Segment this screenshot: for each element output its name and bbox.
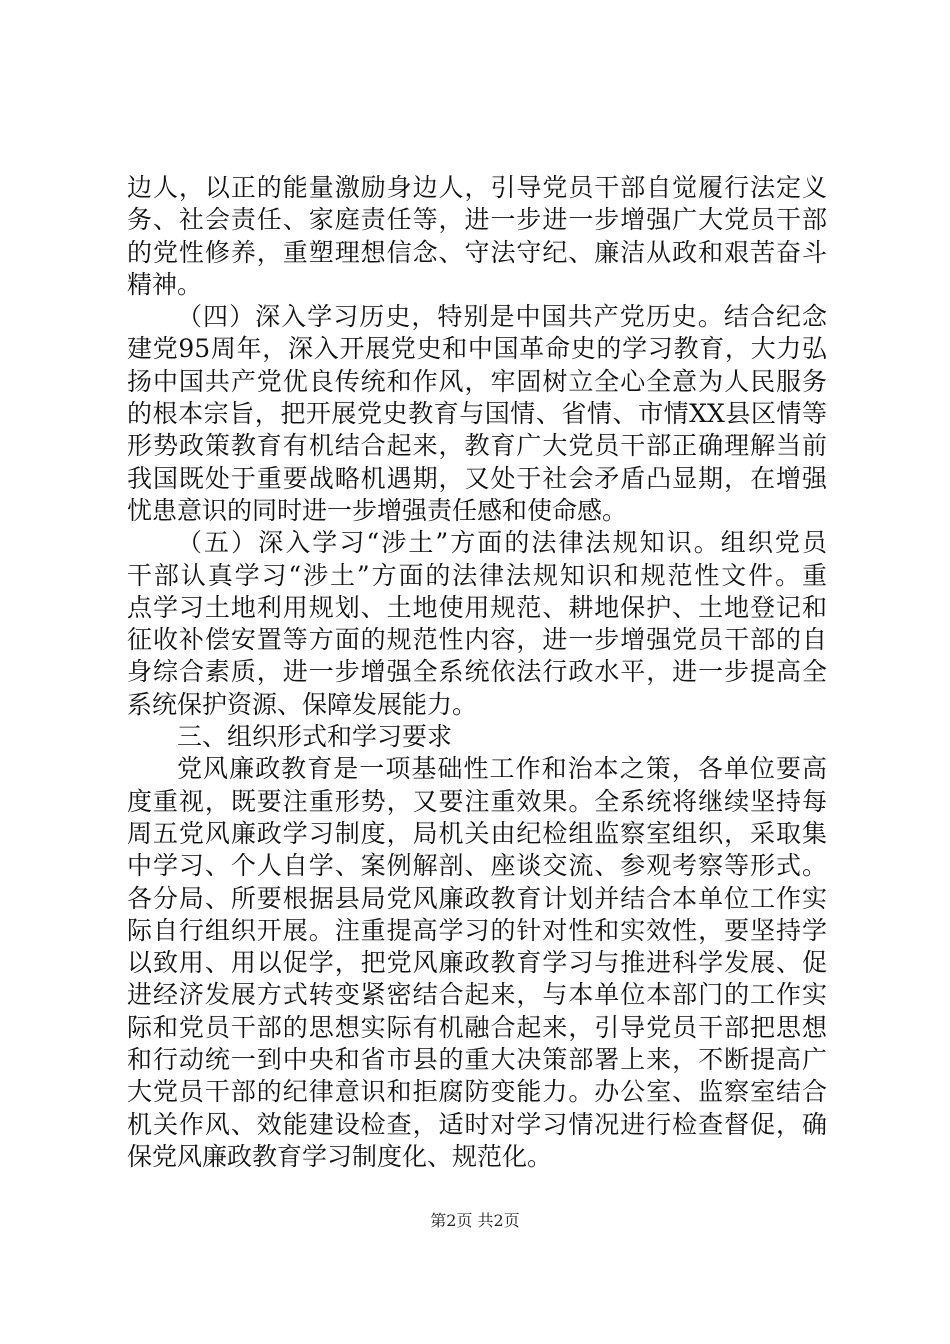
text-line: 党风廉政教育是一项基础性工作和治本之策，各单位要高 [177,754,827,784]
text-line: 三、组织形式和学习要求 [177,722,453,752]
text-line: （五）深入学习“涉土”方面的法律法规知识。组织党员 [177,528,827,558]
text-line: 和行动统一到中央和省市县的重大决策部署上来，不断提高广 [127,1045,827,1075]
text-line: 边人，以正的能量激励身边人，引导党员干部自觉履行法定义 [127,173,827,202]
text-line: 际和党员干部的思想实际有机融合起来，引导党员干部把思想 [127,1012,827,1042]
text-line: 点学习土地利用规划、土地使用规范、耕地保护、土地登记和 [127,592,827,622]
text-line: 的党性修养，重塑理想信念、守法守纪、廉洁从政和艰苦奋斗 [127,237,827,267]
text-line: 的根本宗旨，把开展党史教育与国情、省情、市情XX县区情等 [127,399,827,429]
text-line: 忧患意识的同时进一步增强责任感和使命感。 [127,495,628,525]
text-line: 周五党风廉政学习制度，局机关由纪检组监察室组织，采取集 [127,818,827,848]
text-line: 系统保护资源、保障发展能力。 [127,689,478,719]
text-line: 我国既处于重要战略机遇期，又处于社会矛盾凸显期，在增强 [127,463,827,493]
text-line: 身综合素质，进一步增强全系统依法行政水平，进一步提高全 [127,657,827,687]
text-line: 建党95周年，深入开展党史和中国革命史的学习教育，大力弘 [127,334,827,364]
text-line: 际自行组织开展。注重提高学习的针对性和实效性，要坚持学 [127,915,827,945]
text-line: 各分局、所要根据县局党风廉政教育计划并结合本单位工作实 [127,883,827,913]
text-line: 精神。 [127,269,203,299]
text-line: 中学习、个人自学、案例解剖、座谈交流、参观考察等形式。 [127,851,827,881]
text-line: 机关作风、效能建设检查，适时对学习情况进行检查督促，确 [127,1109,827,1139]
text-line: 以致用、用以促学，把党风廉政教育学习与推进科学发展、促 [127,948,827,978]
text-line: 形势政策教育有机结合起来，教育广大党员干部正确理解当前 [127,431,827,461]
text-line: （四）深入学习历史，特别是中国共产党历史。结合纪念 [177,302,827,332]
text-line: 保党风廉政教育学习制度化、规范化。 [127,1141,553,1171]
text-line: 干部认真学习“涉土”方面的法律法规知识和规范性文件。重 [127,560,827,590]
text-line: 进经济发展方式转变紧密结合起来，与本单位本部门的工作实 [127,980,827,1010]
text-line: 度重视，既要注重形势，又要注重效果。全系统将继续坚持每 [127,786,827,816]
page-number-label: 第2页 共2页 [430,1211,520,1230]
text-line: 务、社会责任、家庭责任等，进一步进一步增强广大党员干部 [127,205,827,235]
page-footer [0,1208,950,1231]
text-line: 扬中国共产党优良传统和作风，牢固树立全心全意为人民服务 [127,366,827,396]
text-line: 征收补偿安置等方面的规范性内容，进一步增强党员干部的自 [127,625,827,655]
document-body [127,172,827,1173]
text-line: 大党员干部的纪律意识和拒腐防变能力。办公室、监察室结合 [127,1077,827,1107]
